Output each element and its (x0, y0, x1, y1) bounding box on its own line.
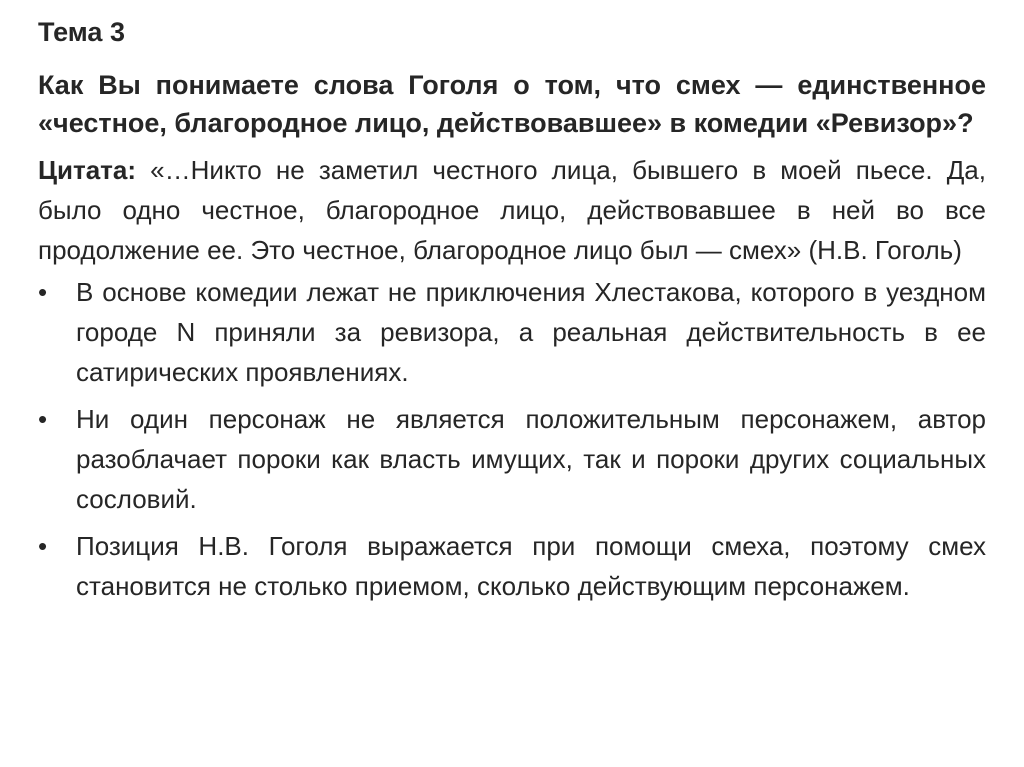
bullet-item (38, 526, 986, 606)
slide (38, 12, 986, 613)
bullet-text: Ни один персонаж не является положительным персонажем, автор разоблачает пороки как власть имущих, так и пороки других социальных сословий. (76, 404, 986, 514)
bullet-point-icon: • (38, 531, 48, 561)
question-heading: Как Вы понимаете слова Гоголя о том, что смех — единственное «честное, благородное лицо, действовавшее» в комедии «Ревизор»? (38, 70, 986, 138)
topic-title: Тема 3 (38, 17, 125, 47)
bullet-item (38, 272, 986, 392)
bullet-point-icon: • (38, 277, 48, 307)
quote-text: «…Никто не заметил честного лица, бывшего в моей пьесе. Да, было одно честное, благородное лицо, действовавшее в ней во все продолжение ее. Это честное, благородное лицо был — смех» (Н.В. Гоголь) (38, 155, 986, 265)
bullet-item (38, 399, 986, 519)
quote-paragraph (38, 150, 986, 270)
bullet-text: В основе комедии лежат не приключения Хлестакова, которого в уездном городе N приняли за ревизора, а реальная действительность в ее сатирических проявлениях. (76, 277, 986, 387)
bullet-text: Позиция Н.В. Гоголя выражается при помощи смеха, поэтому смех становится не столько приемом, сколько действующим персонажем. (76, 531, 986, 601)
quote-label: Цитата: (38, 155, 137, 185)
bullet-list (38, 272, 986, 606)
bullet-point-icon: • (38, 404, 48, 434)
